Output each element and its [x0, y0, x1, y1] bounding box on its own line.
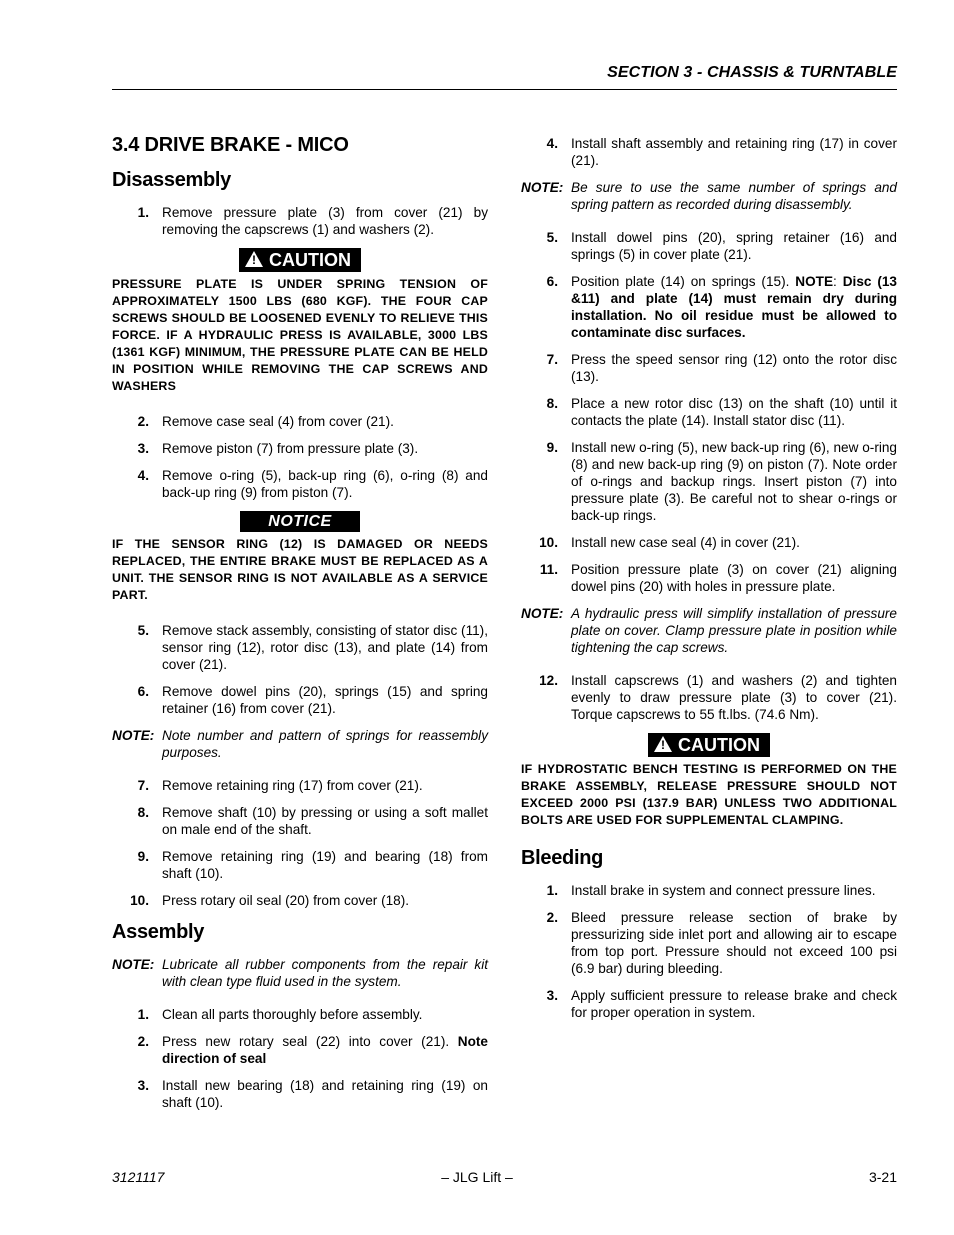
assembly-step-1: [112, 1006, 488, 1023]
notice-text: IF THE SENSOR RING (12) IS DAMAGED OR NEEDS REPLACED, THE ENTIRE BRAKE MUST BE REPLACED AS A UNIT. THE SENSOR RING IS NOT AVAILABLE AS A SERVICE PART.: [112, 537, 488, 602]
bleeding-step-2: [521, 909, 897, 977]
step-text: Press the speed sensor ring (12) onto the rotor disc (13).: [571, 352, 897, 384]
caution-text: PRESSURE PLATE IS UNDER SPRING TENSION OF APPROXIMATELY 1500 LBS (680 KGF). THE FOUR CAP SCREWS SHOULD BE LOOSENED EVENLY TO RELIEVE THIS FORCE. IF A HYDRAULIC PRESS IS AVAILABLE, 3000 LBS (1361 KGF) MINIMUM, THE PRESSURE PLATE CAN BE HELD IN POSITION WHILE REMOVING THE CAP SCREWS AND WASHERS: [112, 277, 488, 393]
step-number: 1.: [546, 883, 558, 898]
step-text-plain: Position plate (14) on springs (15).: [571, 274, 796, 289]
step-number: 6.: [137, 684, 149, 699]
step-number: 1.: [137, 1007, 149, 1022]
caution-label: CAUTION: [678, 735, 760, 755]
step-number: 1.: [137, 205, 149, 220]
step-text: Remove piston (7) from pressure plate (3).: [162, 441, 419, 456]
assembly-step-11: [521, 561, 897, 595]
step-number: 7.: [137, 778, 149, 793]
step-text: Install new case seal (4) in cover (21).: [571, 535, 800, 550]
bleeding-step-3: [521, 987, 897, 1021]
assembly-note-2: [521, 179, 897, 213]
step-text: Install new bearing (18) and retaining ring (19) on shaft (10).: [162, 1078, 488, 1110]
doc-number: 3121117: [112, 1169, 165, 1185]
step-text: Remove retaining ring (17) from cover (21).: [162, 778, 423, 793]
step-number: 2.: [137, 414, 149, 429]
disassembly-step-6: [112, 683, 488, 717]
assembly-step-12: [521, 672, 897, 723]
caution-badge-wrap-2: [521, 733, 897, 757]
step-number: 4.: [137, 468, 149, 483]
step-text: Remove retaining ring (19) and bearing (18) from shaft (10).: [162, 849, 488, 881]
step-number: 5.: [546, 230, 558, 245]
step-text: Install new o-ring (5), new back-up ring (6), new o-ring (8) and new back-up ring (9) on piston (7). Note order of o-rings and backup rings. Insert piston (7) into pressure plate (3). Be careful not to shear o-rings or back-up rings.: [571, 440, 897, 523]
step-number: 3.: [137, 1078, 149, 1093]
assembly-step-2: [112, 1033, 488, 1067]
bleeding-heading: Bleeding: [521, 847, 604, 869]
step-number: 2.: [546, 910, 558, 925]
assembly-step-10: [521, 534, 897, 551]
disassembly-note-1: [112, 727, 488, 761]
step-number: 7.: [546, 352, 558, 367]
step-number: 12.: [539, 673, 558, 688]
assembly-step-7: [521, 351, 897, 385]
step-number: 10.: [539, 535, 558, 550]
caution-badge-wrap: [112, 248, 488, 272]
note-text: Note number and pattern of springs for reassembly purposes.: [162, 728, 488, 760]
disassembly-step-1: [112, 204, 488, 238]
note-text: A hydraulic press will simplify installation of pressure plate on cover. Clamp pressure plate in position while tightening the cap screws.: [571, 606, 897, 655]
note-label: NOTE:: [521, 606, 564, 621]
disassembly-step-8: [112, 804, 488, 838]
section-title: 3.4 DRIVE BRAKE - MICO: [112, 134, 349, 156]
step-text: Bleed pressure release section of brake by pressurizing side inlet port and allowing air to escape from top port. Pressure should not exceed 100 psi (6.9 bar) during bleeding.: [571, 910, 897, 976]
step-number: 8.: [137, 805, 149, 820]
step-number: 3.: [137, 441, 149, 456]
step-text: Apply sufficient pressure to release brake and check for proper operation in system.: [571, 988, 897, 1020]
caution-label: CAUTION: [269, 250, 351, 270]
disassembly-step-4: [112, 467, 488, 501]
assembly-step-4: [521, 135, 897, 169]
step-text: Install dowel pins (20), spring retainer (16) and springs (5) in cover plate (21).: [571, 230, 897, 262]
step-text: Position pressure plate (3) on cover (21) aligning dowel pins (20) with holes in pressure plate.: [571, 562, 897, 594]
assembly-note-1: [112, 956, 488, 990]
disassembly-heading: Disassembly: [112, 169, 231, 191]
notice-badge: NOTICE: [240, 511, 359, 532]
step-number: 5.: [137, 623, 149, 638]
right-column: [521, 135, 897, 1031]
step-text-bold: Disc (13 &11) and plate (14) must remain dry during installation. No oil residue must be allowed to contaminate disc surfaces.: [571, 274, 897, 340]
step-number: 9.: [137, 849, 149, 864]
header-rule: [112, 89, 897, 90]
caution-badge: [648, 733, 770, 757]
assembly-step-9: [521, 439, 897, 524]
warning-triangle-icon: [654, 736, 672, 752]
step-text: Install brake in system and connect pressure lines.: [571, 883, 876, 898]
footer-publisher: – JLG Lift –: [441, 1169, 513, 1185]
step-text: Press rotary oil seal (20) from cover (18).: [162, 893, 410, 908]
step-text: Remove o-ring (5), back-up ring (6), o-ring (8) and back-up ring (9) from piston (7).: [162, 468, 488, 500]
note-label: NOTE:: [521, 180, 564, 195]
assembly-step-3: [112, 1077, 488, 1111]
step-text: Install shaft assembly and retaining ring (17) in cover (21).: [571, 136, 897, 168]
step-text: Remove shaft (10) by pressing or using a soft mallet on male end of the shaft.: [162, 805, 488, 837]
step-text: [571, 273, 897, 341]
disassembly-step-5: [112, 622, 488, 673]
warning-triangle-icon: [245, 251, 263, 267]
notice-badge-wrap: [112, 511, 488, 532]
disassembly-step-7: [112, 777, 488, 794]
step-number: 9.: [546, 440, 558, 455]
step-text: Place a new rotor disc (13) on the shaft (10) until it contacts the plate (14). Install stator disc (11).: [571, 396, 897, 428]
note-text: Be sure to use the same number of springs and spring pattern as recorded during disassembly.: [571, 180, 897, 212]
step-text-bold: Note direction of seal: [162, 1034, 488, 1066]
disassembly-step-10: [112, 892, 488, 909]
step-number: 2.: [137, 1034, 149, 1049]
step-text: Remove case seal (4) from cover (21).: [162, 414, 394, 429]
disassembly-step-9: [112, 848, 488, 882]
step-note-label: NOTE: [795, 274, 834, 289]
step-text: Install capscrews (1) and washers (2) and tighten evenly to draw pressure plate (3) to cover (21). Torque capscrews to 55 ft.lbs. (74.6 Nm).: [571, 673, 897, 722]
page-number: 3-21: [868, 1169, 897, 1185]
step-separator: :: [833, 274, 843, 289]
disassembly-step-3: [112, 440, 488, 457]
step-text: Remove dowel pins (20), springs (15) and spring retainer (16) from cover (21).: [162, 684, 488, 716]
section-header: SECTION 3 - CHASSIS & TURNTABLE: [607, 64, 897, 81]
left-column: [112, 128, 488, 1121]
step-text: Clean all parts thoroughly before assembly.: [162, 1007, 423, 1022]
assembly-step-6: [521, 273, 897, 341]
step-number: 11.: [539, 562, 558, 577]
step-number: 10.: [130, 893, 149, 908]
note-label: NOTE:: [112, 728, 155, 743]
disassembly-step-2: [112, 413, 488, 430]
caution-text: IF HYDROSTATIC BENCH TESTING IS PERFORMED ON THE BRAKE ASSEMBLY, RELEASE PRESSURE SHOULD NOT EXCEED 2000 PSI (137.9 BAR) UNLESS TWO ADDITIONAL BOLTS ARE USED FOR SUPPLEMENTAL CLAMPING.: [521, 762, 897, 827]
step-text: Remove stack assembly, consisting of stator disc (11), sensor ring (12), rotor disc (13), and plate (14) from cover (21).: [162, 623, 488, 672]
step-number: 8.: [546, 396, 558, 411]
assembly-step-5: [521, 229, 897, 263]
assembly-step-8: [521, 395, 897, 429]
note-label: NOTE:: [112, 957, 155, 972]
step-text-plain: Press new rotary seal (22) into cover (21).: [162, 1034, 458, 1049]
assembly-note-3: [521, 605, 897, 656]
step-text: [162, 1033, 488, 1067]
step-number: 6.: [546, 274, 558, 289]
bleeding-step-1: [521, 882, 897, 899]
step-number: 4.: [546, 136, 558, 151]
caution-badge: [239, 248, 361, 272]
note-text: Lubricate all rubber components from the repair kit with clean type fluid used in the system.: [162, 957, 488, 989]
step-text: Remove pressure plate (3) from cover (21) by removing the capscrews (1) and washers (2).: [162, 205, 488, 237]
step-number: 3.: [546, 988, 558, 1003]
assembly-heading: Assembly: [112, 921, 205, 943]
